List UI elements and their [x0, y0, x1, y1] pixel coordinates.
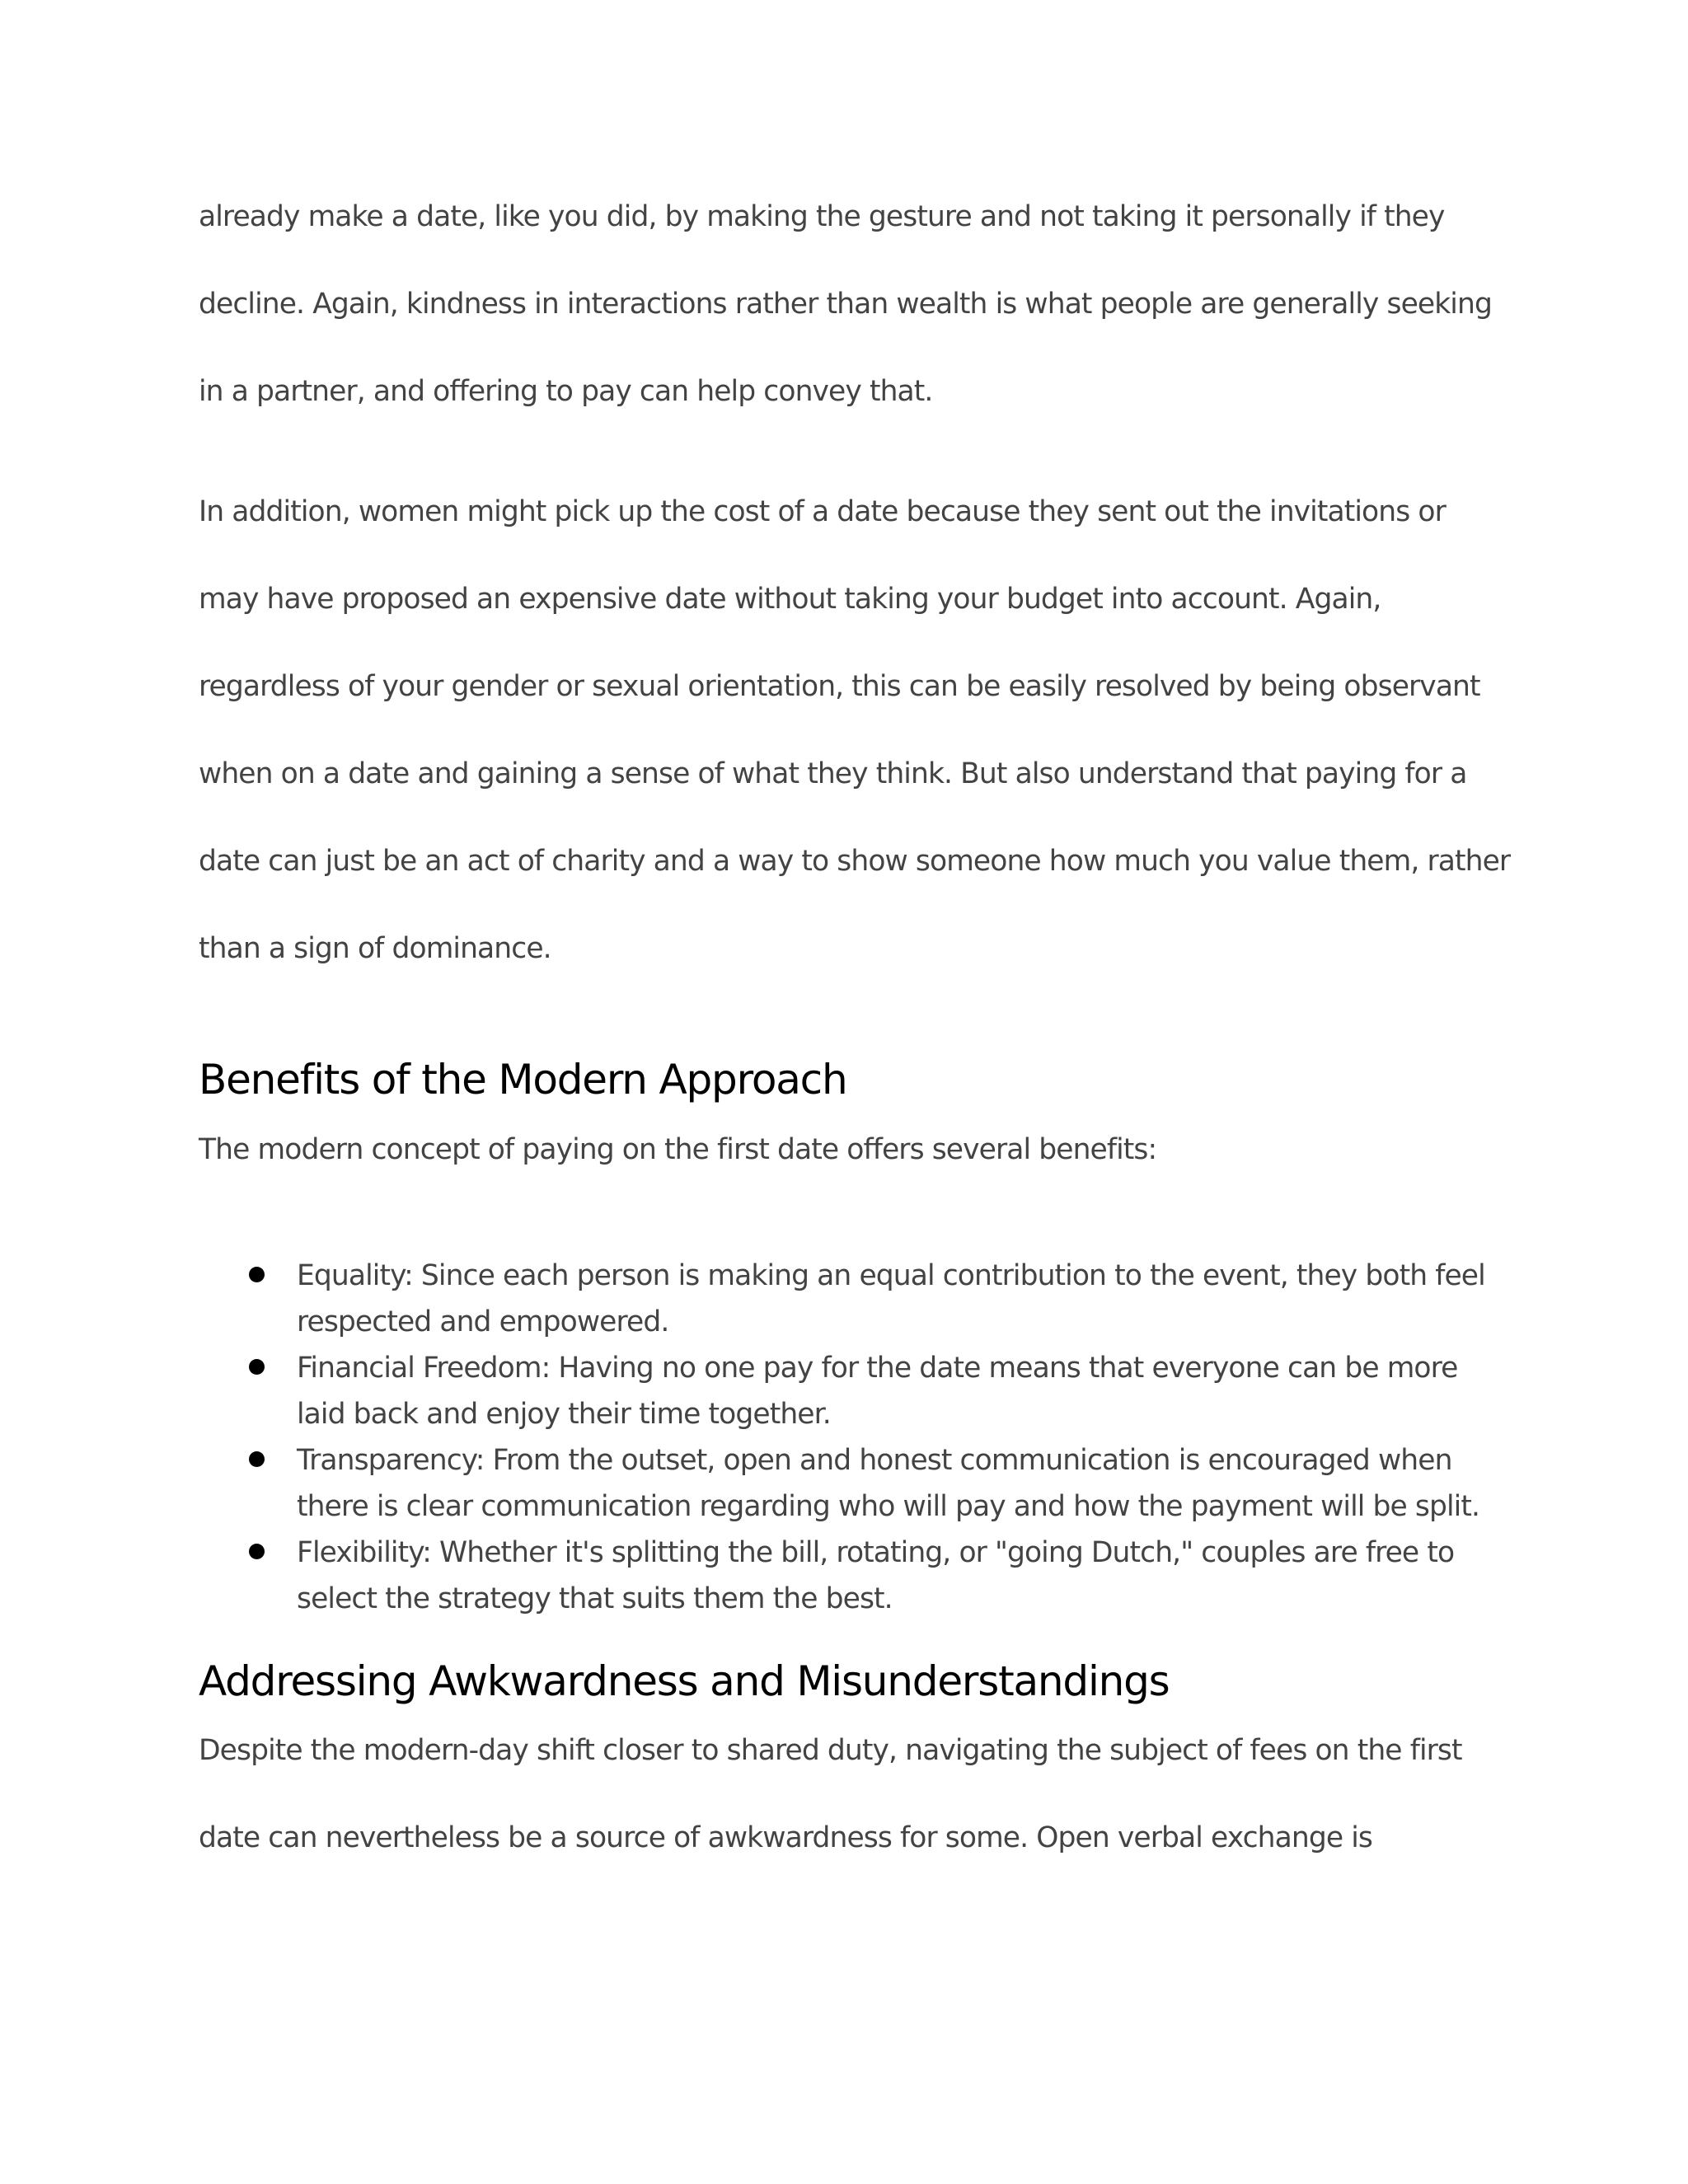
bullet-text: Flexibility: Whether it's splitting the bill, rotating, or "going Dutch," couples are free to	[297, 1536, 1455, 1569]
paragraph-2-line-6: than a sign of dominance.	[199, 932, 551, 965]
paragraph-2-line-1: In addition, women might pick up the cost of a date because they sent out the invitations or	[199, 495, 1446, 528]
benefits-intro: The modern concept of paying on the first date offers several benefits:	[199, 1133, 1157, 1166]
bullet-text: there is clear communication regarding who will pay and how the payment will be split.	[297, 1490, 1480, 1523]
paragraph-1-line-3: in a partner, and offering to pay can help convey that.	[199, 375, 933, 408]
list-item	[199, 1253, 1485, 1345]
list-item	[199, 1437, 1485, 1530]
list-item	[199, 1345, 1485, 1437]
benefits-list	[199, 1253, 1485, 1622]
bullet-icon	[249, 1267, 265, 1282]
awkwardness-line-2: date can nevertheless be a source of awkwardness for some. Open verbal exchange is	[199, 1821, 1373, 1854]
bullet-icon	[249, 1359, 265, 1375]
bullet-text: respected and empowered.	[297, 1305, 669, 1338]
bullet-icon	[249, 1544, 265, 1559]
document-page	[199, 0, 1511, 2184]
benefits-heading: Benefits of the Modern Approach	[199, 1056, 847, 1104]
awkwardness-line-1: Despite the modern-day shift closer to shared duty, navigating the subject of fees on the first	[199, 1734, 1462, 1767]
bullet-text: Financial Freedom: Having no one pay for the date means that everyone can be more	[297, 1352, 1458, 1385]
bullet-text: laid back and enjoy their time together.	[297, 1398, 831, 1431]
paragraph-2-line-4: when on a date and gaining a sense of what they think. But also understand that paying for a	[199, 757, 1467, 790]
bullet-icon	[249, 1451, 265, 1467]
awkwardness-heading: Addressing Awkwardness and Misunderstandings	[199, 1657, 1170, 1705]
bullet-text: Transparency: From the outset, open and honest communication is encouraged when	[297, 1444, 1452, 1477]
paragraph-2-line-2: may have proposed an expensive date without taking your budget into account. Again,	[199, 583, 1381, 616]
paragraph-1-line-2: decline. Again, kindness in interactions rather than wealth is what people are generally seeking	[199, 288, 1492, 321]
paragraph-2-line-5: date can just be an act of charity and a way to show someone how much you value them, rather	[199, 845, 1511, 878]
list-item	[199, 1530, 1485, 1622]
paragraph-1-line-1: already make a date, like you did, by making the gesture and not taking it personally if they	[199, 200, 1445, 233]
bullet-text: select the strategy that suits them the best.	[297, 1582, 893, 1615]
bullet-text: Equality: Since each person is making an equal contribution to the event, they both feel	[297, 1259, 1485, 1292]
paragraph-2-line-3: regardless of your gender or sexual orientation, this can be easily resolved by being observant	[199, 670, 1480, 703]
